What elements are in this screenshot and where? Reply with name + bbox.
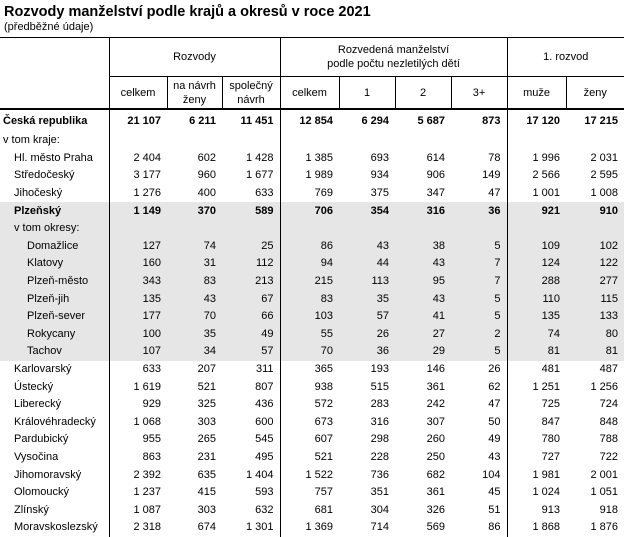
cell-muze: 135 <box>507 308 566 326</box>
cell-celkem-2: 769 <box>280 185 339 203</box>
cell-muze: 110 <box>507 290 566 308</box>
cell-deti-2 <box>395 220 451 238</box>
cell-deti-2: 307 <box>426 415 446 428</box>
group-header-rozvedena-line1: Rozvedená manželství <box>337 44 450 56</box>
cell-deti-1: 351 <box>370 486 390 499</box>
cell-muze: 17 120 <box>507 109 566 132</box>
cell-navrh-zeny: 231 <box>197 450 216 463</box>
cell-celkem-2: 681 <box>280 501 339 519</box>
table-row <box>0 501 624 519</box>
cell-deti-1: 44 <box>339 255 395 273</box>
cell-zeny: 910 <box>566 202 624 220</box>
cell-celkem-2: 757 <box>280 484 339 502</box>
cell-deti-3plus: 49 <box>488 433 501 446</box>
cell-deti-3plus: 7 <box>451 273 507 291</box>
cell-zeny: 1 008 <box>590 187 619 200</box>
cell-spolecny: 633 <box>255 187 274 200</box>
cell-zeny: 788 <box>599 433 619 446</box>
cell-navrh-zeny: 303 <box>197 503 216 516</box>
cell-celkem: 955 <box>109 431 167 449</box>
cell-deti-1: 316 <box>370 415 390 428</box>
cell-deti-1: 35 <box>339 290 395 308</box>
cell-celkem: 2 404 <box>109 150 167 168</box>
cell-deti-1: 375 <box>370 187 390 200</box>
cell-deti-2: 614 <box>426 151 446 164</box>
cell-celkem-2: 1 522 <box>280 466 339 484</box>
row-label: Liberecký <box>14 398 62 411</box>
row-label: Olomoucký <box>14 486 70 499</box>
cell-navrh-zeny: 674 <box>197 521 216 534</box>
row-label: v tom okresy: <box>0 220 109 238</box>
cell-deti-2: 347 <box>426 187 446 200</box>
cell-navrh-zeny: 303 <box>197 415 216 428</box>
cell-spolecny: 1 404 <box>245 468 274 481</box>
group-header-prvni-rozvod: 1. rozvod <box>507 38 624 77</box>
cell-celkem-2: 70 <box>280 343 339 361</box>
cell-deti-1: 193 <box>370 363 390 376</box>
cell-navrh-zeny: 74 <box>167 238 222 256</box>
cell-navrh-zeny: 83 <box>167 273 222 291</box>
cell-spolecny: 495 <box>255 450 274 463</box>
cell-muze: 913 <box>507 501 566 519</box>
cell-zeny: 133 <box>566 308 624 326</box>
cell-celkem-2: 365 <box>280 361 339 379</box>
row-label: Ústecký <box>14 380 54 393</box>
cell-spolecny: 589 <box>222 202 280 220</box>
cell-celkem: 135 <box>109 290 167 308</box>
cell-deti-3plus: 47 <box>488 398 501 411</box>
cell-muze: 2 566 <box>507 167 566 185</box>
cell-zeny: 722 <box>599 450 619 463</box>
cell-celkem-2 <box>280 132 339 150</box>
cell-muze: 1 251 <box>507 378 566 396</box>
table-row <box>0 343 624 361</box>
table-title: Rozvody manželství podle krajů a okresů v roce 2021 <box>4 4 371 20</box>
cell-celkem: 863 <box>109 449 167 467</box>
cell-navrh-zeny <box>167 132 222 150</box>
row-label: Jihočeský <box>14 187 63 200</box>
row-label: Plzeň-sever <box>0 308 109 326</box>
table-row <box>0 361 624 379</box>
cell-deti-1: 43 <box>339 238 395 256</box>
row-label: Tachov <box>0 343 109 361</box>
cell-zeny: 1 876 <box>590 521 619 534</box>
cell-spolecny: 545 <box>255 433 274 446</box>
col-header-deti-1: 1 <box>339 77 395 110</box>
cell-celkem: 1 619 <box>109 378 167 396</box>
table-row-ceska-republika <box>0 109 624 132</box>
cell-navrh-zeny: 6 211 <box>189 114 216 127</box>
cell-deti-2: 361 <box>426 486 446 499</box>
cell-celkem-2: 607 <box>280 431 339 449</box>
cell-muze: 81 <box>507 343 566 361</box>
cell-deti-3plus <box>451 132 507 150</box>
cell-navrh-zeny: 35 <box>167 326 222 344</box>
cell-zeny: 1 256 <box>590 380 619 393</box>
cell-celkem-2: 12 854 <box>280 109 339 132</box>
cell-zeny: 2 595 <box>590 169 619 182</box>
cell-zeny <box>566 220 624 238</box>
cell-muze: 1 996 <box>507 150 566 168</box>
cell-muze: 847 <box>507 414 566 432</box>
group-header-rozvody: Rozvody <box>109 38 280 77</box>
cell-deti-2: 27 <box>395 326 451 344</box>
cell-deti-1: 693 <box>370 151 390 164</box>
row-label: Moravskoslezský <box>14 521 98 534</box>
cell-deti-3plus: 5 <box>451 308 507 326</box>
col-header-spolecny-navrh <box>222 77 280 110</box>
cell-muze: 725 <box>507 396 566 414</box>
cell-deti-1: 714 <box>370 521 390 534</box>
cell-celkem: 160 <box>109 255 167 273</box>
table-subtitle: (předběžné údaje) <box>4 21 94 33</box>
cell-celkem: 1 237 <box>109 484 167 502</box>
cell-muze: 921 <box>507 202 566 220</box>
col-header-navrh-zeny-line1: na návrh <box>173 79 216 92</box>
cell-celkem: 100 <box>109 326 167 344</box>
col-header-deti-2: 2 <box>395 77 451 110</box>
cell-deti-2: 146 <box>426 363 446 376</box>
cell-celkem-2: 83 <box>280 290 339 308</box>
cell-celkem-2: 1 989 <box>280 167 339 185</box>
table-row <box>0 519 624 537</box>
cell-celkem: 2 318 <box>109 519 167 537</box>
table-row-v-tom-okresy <box>0 220 624 238</box>
cell-celkem <box>109 132 167 150</box>
cell-muze: 288 <box>507 273 566 291</box>
cell-deti-1: 515 <box>370 380 390 393</box>
cell-spolecny: 57 <box>222 343 280 361</box>
cell-deti-3plus: 5 <box>451 238 507 256</box>
cell-deti-2: 361 <box>426 380 446 393</box>
cell-zeny: 2 001 <box>590 468 619 481</box>
table-row <box>0 273 624 291</box>
cell-navrh-zeny: 325 <box>197 398 216 411</box>
cell-zeny: 115 <box>566 290 624 308</box>
cell-deti-1: 6 294 <box>361 114 390 127</box>
cell-spolecny: 66 <box>222 308 280 326</box>
cell-celkem-2: 86 <box>280 238 339 256</box>
cell-deti-3plus: 36 <box>451 202 507 220</box>
cell-deti-3plus: 47 <box>488 187 501 200</box>
cell-spolecny: 436 <box>255 398 274 411</box>
cell-zeny: 17 215 <box>584 114 619 127</box>
cell-muze: 1 981 <box>507 466 566 484</box>
cell-deti-3plus: 62 <box>488 380 501 393</box>
cell-celkem: 127 <box>109 238 167 256</box>
cell-muze: 74 <box>507 326 566 344</box>
cell-spolecny: 593 <box>255 486 274 499</box>
cell-celkem-2: 1 369 <box>280 519 339 537</box>
cell-zeny: 848 <box>599 415 619 428</box>
cell-deti-3plus: 86 <box>488 521 501 534</box>
table-row <box>0 238 624 256</box>
row-label: Plzeňský <box>0 202 109 220</box>
cell-spolecny: 600 <box>255 415 274 428</box>
cell-celkem-2: 706 <box>280 202 339 220</box>
cell-zeny: 918 <box>599 503 619 516</box>
cell-navrh-zeny: 265 <box>197 433 216 446</box>
cell-celkem: 1 276 <box>109 185 167 203</box>
cell-celkem: 107 <box>109 343 167 361</box>
cell-deti-3plus: 873 <box>482 114 501 127</box>
cell-muze: 780 <box>507 431 566 449</box>
col-header-muze: muže <box>507 77 566 110</box>
cell-zeny: 487 <box>599 363 619 376</box>
cell-deti-1: 283 <box>370 398 390 411</box>
row-label: Klatovy <box>0 255 109 273</box>
row-label: Hl. město Praha <box>14 151 93 164</box>
cell-navrh-zeny: 400 <box>197 187 216 200</box>
cell-deti-1: 354 <box>339 202 395 220</box>
table-row <box>0 167 624 185</box>
table-row <box>0 466 624 484</box>
cell-celkem-2 <box>280 220 339 238</box>
cell-celkem: 21 107 <box>109 109 167 132</box>
cell-deti-1: 228 <box>370 450 390 463</box>
cell-zeny: 1 051 <box>590 486 619 499</box>
row-label: v tom kraje: <box>3 134 60 147</box>
table-row <box>0 185 624 203</box>
row-label: Jihomoravský <box>14 468 82 481</box>
cell-spolecny: 49 <box>222 326 280 344</box>
cell-deti-1: 57 <box>339 308 395 326</box>
cell-celkem: 343 <box>109 273 167 291</box>
cell-deti-1: 36 <box>339 343 395 361</box>
cell-navrh-zeny: 34 <box>167 343 222 361</box>
row-label: Zlínský <box>14 503 49 516</box>
cell-celkem: 1 087 <box>109 501 167 519</box>
cell-spolecny: 11 451 <box>240 114 274 127</box>
cell-muze: 481 <box>507 361 566 379</box>
cell-celkem: 177 <box>109 308 167 326</box>
cell-deti-3plus <box>451 220 507 238</box>
col-header-navrh-zeny <box>167 77 222 110</box>
col-header-deti-3plus: 3+ <box>451 77 507 110</box>
cell-deti-2: 38 <box>395 238 451 256</box>
cell-deti-1 <box>339 220 395 238</box>
cell-spolecny <box>222 132 280 150</box>
cell-celkem-2: 673 <box>280 414 339 432</box>
cell-navrh-zeny: 635 <box>197 468 216 481</box>
cell-deti-2: 242 <box>426 398 446 411</box>
table-row <box>0 449 624 467</box>
cell-deti-3plus: 43 <box>488 450 501 463</box>
table-row <box>0 378 624 396</box>
col-header-spolecny-line1: společný <box>229 79 273 92</box>
cell-deti-1: 934 <box>370 169 390 182</box>
cell-zeny: 724 <box>599 398 619 411</box>
cell-celkem: 2 392 <box>109 466 167 484</box>
table-row <box>0 431 624 449</box>
row-label: Domažlice <box>0 238 109 256</box>
cell-deti-2: 95 <box>395 273 451 291</box>
cell-celkem: 1 149 <box>109 202 167 220</box>
cell-deti-2: 41 <box>395 308 451 326</box>
cell-celkem-2: 55 <box>280 326 339 344</box>
cell-spolecny: 67 <box>222 290 280 308</box>
cell-celkem: 1 068 <box>109 414 167 432</box>
cell-spolecny: 112 <box>222 255 280 273</box>
table-row <box>0 308 624 326</box>
cell-celkem <box>109 220 167 238</box>
cell-navrh-zeny: 370 <box>167 202 222 220</box>
table-row-v-tom-kraje <box>0 132 624 150</box>
cell-deti-2: 250 <box>426 450 446 463</box>
cell-celkem: 633 <box>109 361 167 379</box>
cell-muze: 1 001 <box>507 185 566 203</box>
cell-muze: 109 <box>507 238 566 256</box>
cell-deti-3plus: 7 <box>451 255 507 273</box>
table-row <box>0 484 624 502</box>
cell-deti-3plus: 45 <box>488 486 501 499</box>
cell-deti-2: 29 <box>395 343 451 361</box>
stub-header <box>0 38 109 110</box>
cell-deti-1: 298 <box>370 433 390 446</box>
cell-navrh-zeny: 415 <box>197 486 216 499</box>
cell-celkem: 3 177 <box>109 167 167 185</box>
cell-deti-2: 43 <box>395 290 451 308</box>
cell-deti-2: 569 <box>426 521 446 534</box>
cell-zeny: 102 <box>566 238 624 256</box>
cell-deti-2 <box>395 132 451 150</box>
row-label: Plzeň-jih <box>0 290 109 308</box>
cell-celkem-2: 572 <box>280 396 339 414</box>
divorce-table <box>0 37 624 537</box>
cell-navrh-zeny: 70 <box>167 308 222 326</box>
cell-zeny: 122 <box>566 255 624 273</box>
cell-zeny: 80 <box>566 326 624 344</box>
cell-muze: 727 <box>507 449 566 467</box>
cell-navrh-zeny: 602 <box>197 151 216 164</box>
cell-navrh-zeny: 960 <box>197 169 216 182</box>
table-row <box>0 150 624 168</box>
col-header-spolecny-line2: návrh <box>237 93 265 106</box>
col-header-zeny: ženy <box>566 77 624 110</box>
cell-zeny: 81 <box>566 343 624 361</box>
col-header-celkem-2: celkem <box>280 77 339 110</box>
cell-navrh-zeny <box>167 220 222 238</box>
cell-celkem-2: 521 <box>280 449 339 467</box>
row-label: Karlovarský <box>14 363 72 376</box>
table-row <box>0 326 624 344</box>
cell-deti-2: 326 <box>426 503 446 516</box>
group-header-rozvedena <box>280 38 507 77</box>
cell-zeny: 277 <box>566 273 624 291</box>
cell-deti-3plus: 2 <box>451 326 507 344</box>
group-header-rozvedena-line2: podle počtu nezletilých dětí <box>327 58 460 70</box>
cell-deti-2: 682 <box>426 468 446 481</box>
cell-celkem-2: 1 385 <box>280 150 339 168</box>
cell-navrh-zeny: 43 <box>167 290 222 308</box>
cell-muze <box>507 132 566 150</box>
cell-deti-3plus: 149 <box>482 169 501 182</box>
cell-muze: 1 868 <box>507 519 566 537</box>
table-row <box>0 290 624 308</box>
cell-spolecny: 213 <box>222 273 280 291</box>
cell-deti-3plus: 50 <box>488 415 501 428</box>
cell-deti-1: 26 <box>339 326 395 344</box>
cell-deti-3plus: 5 <box>451 343 507 361</box>
cell-spolecny: 1 301 <box>245 521 274 534</box>
cell-celkem-2: 215 <box>280 273 339 291</box>
cell-deti-3plus: 104 <box>482 468 501 481</box>
table-row-plzensky <box>0 202 624 220</box>
row-label: Rokycany <box>0 326 109 344</box>
cell-deti-2: 316 <box>395 202 451 220</box>
col-header-navrh-zeny-line2: ženy <box>182 93 207 106</box>
cell-deti-2: 906 <box>426 169 446 182</box>
cell-deti-1: 736 <box>370 468 390 481</box>
cell-deti-2: 260 <box>426 433 446 446</box>
cell-deti-3plus: 51 <box>488 503 501 516</box>
cell-navrh-zeny: 521 <box>197 380 216 393</box>
cell-celkem-2: 94 <box>280 255 339 273</box>
cell-deti-3plus: 78 <box>488 151 501 164</box>
cell-spolecny: 1 428 <box>245 151 274 164</box>
cell-deti-1 <box>339 132 395 150</box>
row-label: Pardubický <box>14 433 69 446</box>
cell-deti-3plus: 26 <box>488 363 501 376</box>
cell-navrh-zeny: 207 <box>197 363 216 376</box>
cell-spolecny: 632 <box>255 503 274 516</box>
cell-spolecny: 25 <box>222 238 280 256</box>
table-row <box>0 396 624 414</box>
table-row <box>0 255 624 273</box>
cell-deti-3plus: 5 <box>451 290 507 308</box>
cell-navrh-zeny: 31 <box>167 255 222 273</box>
cell-spolecny <box>222 220 280 238</box>
col-header-celkem: celkem <box>109 77 167 110</box>
cell-spolecny: 311 <box>255 363 274 376</box>
cell-zeny: 2 031 <box>590 151 619 164</box>
cell-spolecny: 807 <box>255 380 274 393</box>
cell-muze <box>507 220 566 238</box>
cell-deti-1: 113 <box>339 273 395 291</box>
table-row <box>0 414 624 432</box>
cell-deti-2: 43 <box>395 255 451 273</box>
cell-zeny <box>566 132 624 150</box>
cell-spolecny: 1 677 <box>245 169 274 182</box>
row-label: Plzeň-město <box>0 273 109 291</box>
row-label: Středočeský <box>14 169 75 182</box>
row-label: Česká republika <box>3 114 88 127</box>
cell-deti-2: 5 687 <box>417 114 446 127</box>
cell-muze: 1 024 <box>507 484 566 502</box>
row-label: Královéhradecký <box>14 415 96 428</box>
cell-celkem-2: 103 <box>280 308 339 326</box>
cell-celkem-2: 938 <box>280 378 339 396</box>
cell-muze: 124 <box>507 255 566 273</box>
row-label: Vysočina <box>14 450 59 463</box>
cell-deti-1: 304 <box>370 503 390 516</box>
cell-celkem: 929 <box>109 396 167 414</box>
